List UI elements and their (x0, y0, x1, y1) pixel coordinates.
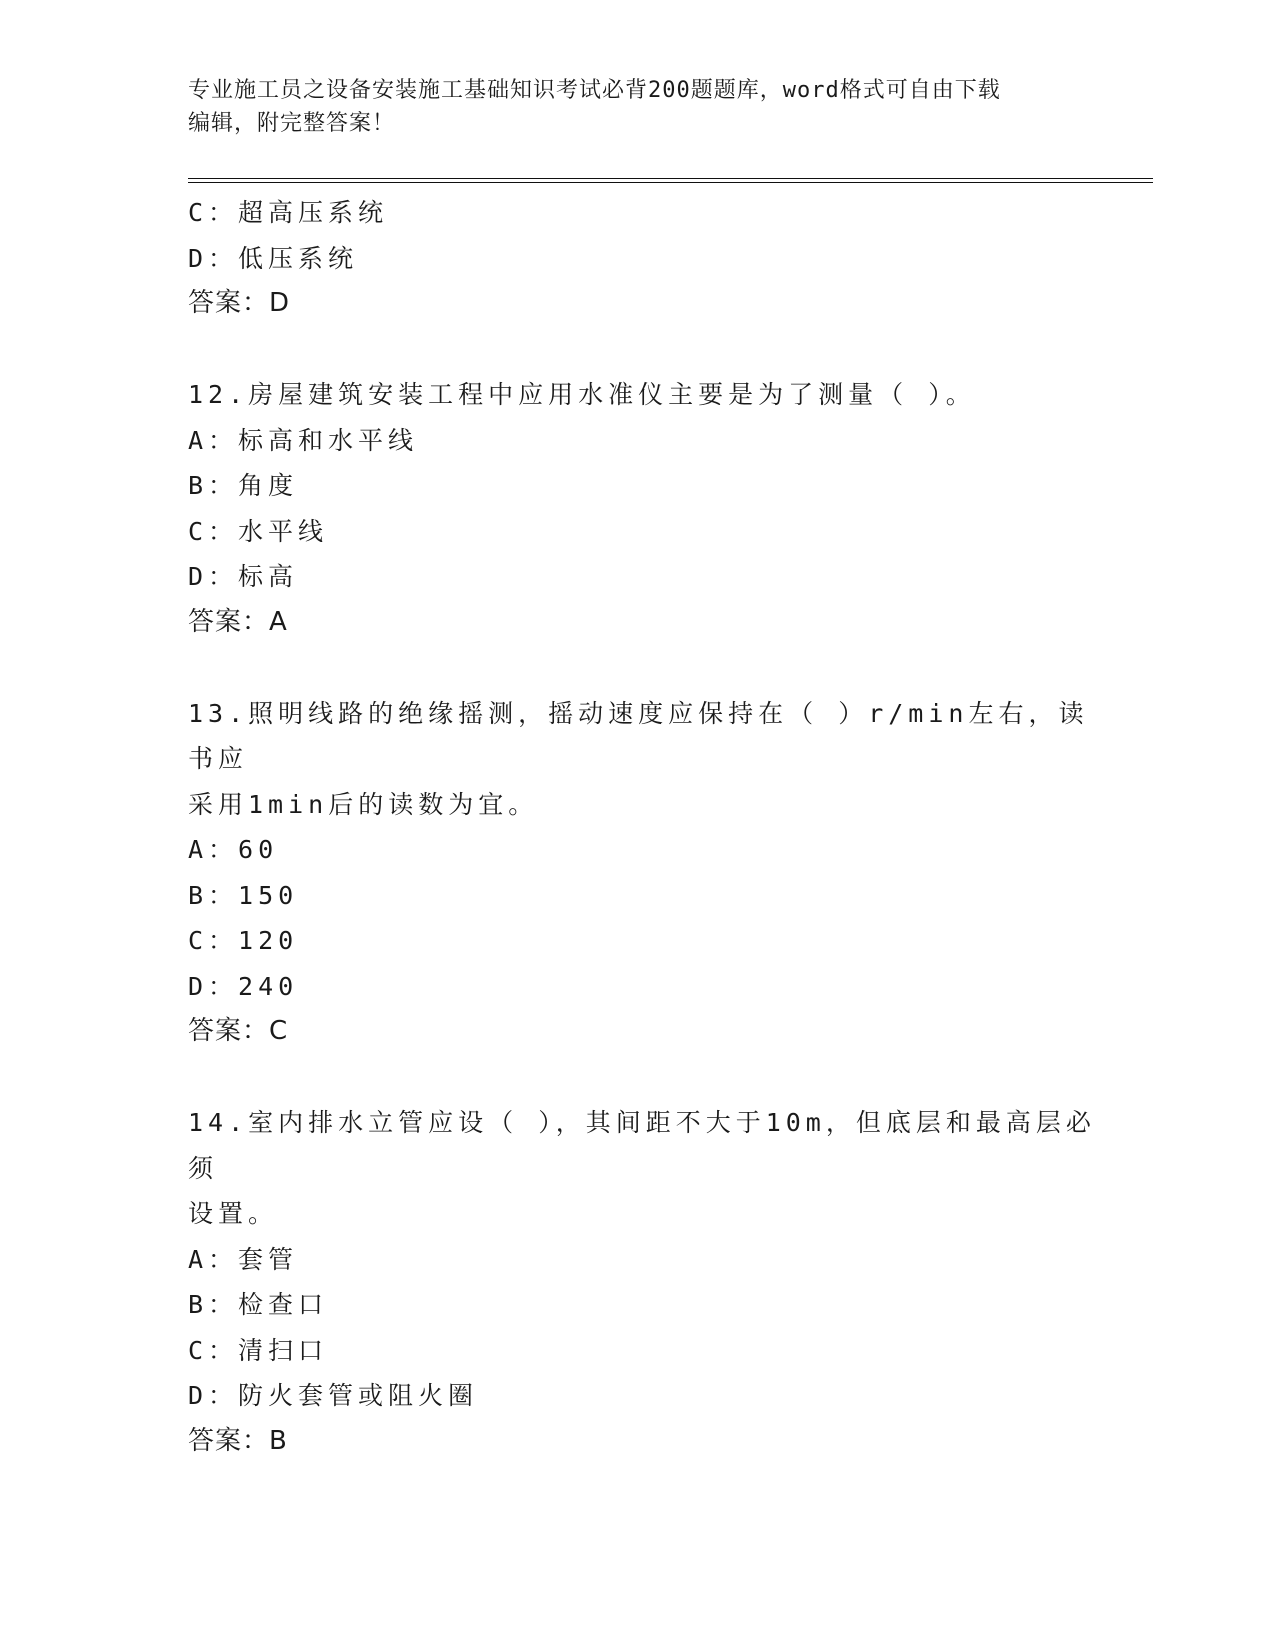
q14-question-line-1: 14.室内排水立管应设（ ），其间距不大于10m，但底层和最高层必须 (188, 1108, 1096, 1183)
spacer (188, 1055, 1108, 1101)
q12-answer: 答案：A (188, 606, 288, 637)
spacer (188, 645, 1108, 691)
q13-answer: 答案：C (188, 1016, 289, 1046)
q14-question-line-2: 设置。 (188, 1199, 279, 1228)
q12-option-a: A：标高和水平线 (188, 425, 419, 455)
q14-option-b: B：检查口 (188, 1290, 329, 1319)
q13-option-c: C：120 (188, 926, 299, 955)
document-header (188, 74, 1088, 140)
question-14 (188, 1100, 1108, 1464)
q11-option-c: C：超高压系统 (188, 198, 389, 227)
question-12 (188, 372, 1108, 645)
question-11-tail (188, 190, 1108, 327)
q13-question-line-2: 采用1min后的读数为宜。 (188, 789, 539, 819)
q14-option-d: D：防火套管或阻火圈 (188, 1381, 479, 1410)
question-list (188, 190, 1108, 1464)
q14-answer: 答案：B (188, 1425, 288, 1456)
q11-answer: 答案：D (188, 288, 291, 318)
header-line-1: 专业施工员之设备安装施工基础知识考试必背200题题库，word格式可自由下载 (188, 78, 1001, 103)
q13-option-b: B：150 (188, 880, 299, 910)
q12-option-c: C：水平线 (188, 516, 329, 546)
q14-option-a: A：套管 (188, 1244, 299, 1274)
q12-question: 12.房屋建筑安装工程中应用水准仪主要是为了测量（ ）。 (188, 380, 976, 409)
question-13 (188, 691, 1108, 1055)
q13-question-line-1: 13.照明线路的绝缘摇测，摇动速度应保持在（ ）r/min左右，读书应 (188, 698, 1089, 773)
q11-option-d: D：低压系统 (188, 243, 359, 273)
q12-option-b: B：角度 (188, 471, 299, 500)
header-double-rule (188, 178, 1153, 183)
spacer (188, 327, 1108, 373)
q12-option-d: D：标高 (188, 562, 299, 591)
q13-option-a: A：60 (188, 835, 279, 864)
header-line-2: 编辑，附完整答案！ (188, 111, 396, 136)
q13-option-d: D：240 (188, 971, 299, 1001)
q14-option-c: C：清扫口 (188, 1335, 329, 1365)
